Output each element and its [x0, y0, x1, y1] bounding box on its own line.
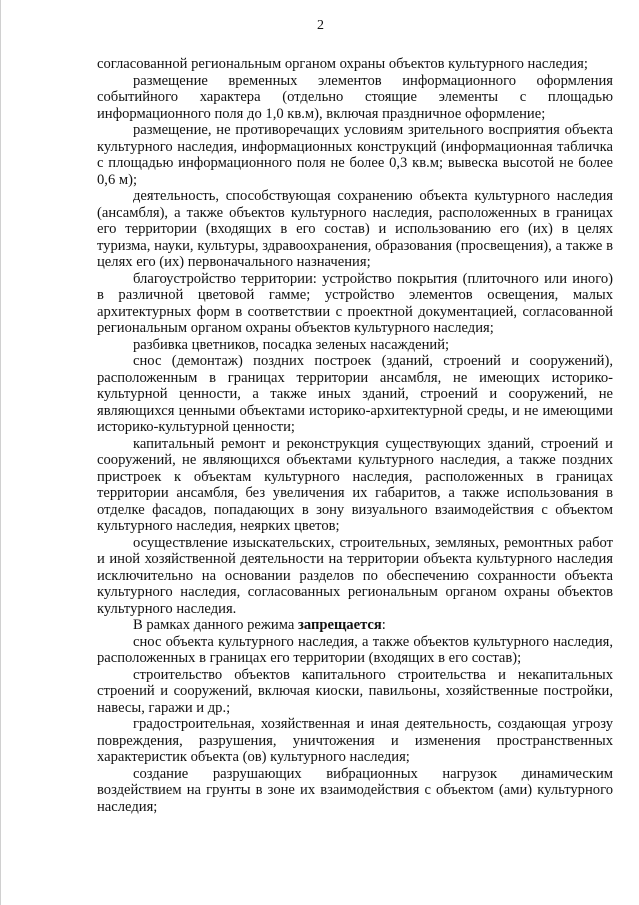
paragraph: разбивка цветников, посадка зеленых насаждений;	[133, 336, 450, 353]
prohibition-heading-prefix: В рамках данного режима	[133, 617, 298, 633]
paragraph: размещение, не противоречащих условиям зрительного восприятия объекта культурного наследия, информационных конструкций (информационная табличка с площадью информационного поля не более 0,3 кв.м; вывеска высотой не более 0,6 м);	[97, 122, 613, 188]
paragraph: согласованной региональным органом охраны объектов культурного наследия;	[97, 56, 588, 72]
paragraph: капитальный ремонт и реконструкция существующих зданий, строений и сооружений, не являющихся объектами культурного наследия, а также поздних пристроек к объектам культурного наследия, расположенных в границах территории ансамбля, без увеличения их габаритов, а также использования в отделке фасадов, попадающих в зону визуального взаимодействия с объектом культурного наследия, неярких цветов;	[97, 435, 613, 534]
page-number: 2	[317, 18, 324, 33]
paragraph: размещение временных элементов информационного оформления событийного характера (отдельно стоящие элементы с площадью информационного поля до 1,0 кв.м), включая праздничное оформление;	[97, 72, 613, 122]
prohibition-item: снос объекта культурного наследия, а также объектов культурного наследия, расположенных в границах его территории (входящих в его состав);	[97, 633, 613, 666]
prohibition-heading-keyword: запрещается	[298, 617, 382, 633]
prohibition-item: создание разрушающих вибрационных нагрузок динамическим воздействием на грунты в зоне их взаимодействия с объектом (ами) культурного наследия;	[97, 765, 613, 815]
paragraph: снос (демонтаж) поздних построек (зданий, строений и сооружений), расположенным в границах территории ансамбля, не имеющих историко-культурной ценности, а также иных зданий, строений и сооружений, не являющихся ценными объектами историко-архитектурной среды, и не имеющими историко-культурной ценности;	[97, 353, 613, 435]
prohibition-item: строительство объектов капитального строительства и некапитальных строений и сооружений, включая киоски, павильоны, хозяйственные постройки, навесы, гаражи и др.;	[97, 666, 613, 716]
prohibition-heading	[97, 617, 613, 634]
paragraph: осуществление изыскательских, строительных, земляных, ремонтных работ и иной хозяйственной деятельности на территории объекта культурного наследия исключительно на основании разделов по обеспечению сохранности объекта культурного наследия, согласованных региональным органом охраны объектов культурного наследия.	[97, 534, 613, 617]
paragraph: благоустройство территории: устройство покрытия (плиточного или иного) в различной цветовой гамме; устройство элементов освещения, малых архитектурных форм в соответствии с проектной документацией, согласованной региональным органом охраны объектов культурного наследия;	[97, 270, 613, 336]
prohibition-item: градостроительная, хозяйственная и иная деятельность, создающая угрозу повреждения, разрушения, уничтожения и изменения пространственных характеристик объекта (ов) культурного наследия;	[97, 716, 613, 765]
prohibition-heading-suffix: :	[381, 617, 386, 633]
document-body	[97, 56, 613, 815]
paragraph: деятельность, способствующая сохранению объекта культурного наследия (ансамбля), а также объектов культурного наследия, расположенных в границах его территории (входящих в его состав) и использованию его (их) в целях туризма, науки, культуры, здравоохранения, образования (просвещения), а также в целях его (их) первоначального назначения;	[97, 188, 613, 270]
